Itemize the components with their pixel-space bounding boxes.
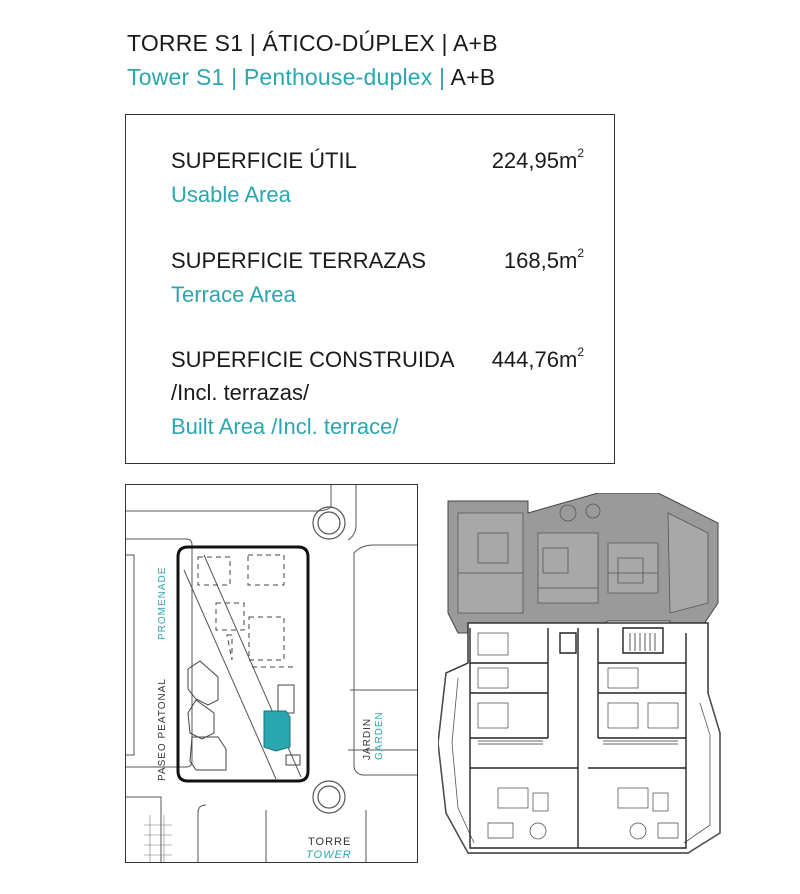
usable-area-number: 224,95m bbox=[491, 148, 578, 173]
roundabout-bottom bbox=[313, 781, 345, 813]
paseo-peatonal-label: PASEO PEATONAL bbox=[157, 678, 168, 781]
floor-plan bbox=[438, 493, 728, 863]
terrace-area-value bbox=[504, 248, 584, 274]
title-english-main: Tower S1 | Penthouse-duplex | bbox=[127, 64, 446, 90]
site-map bbox=[125, 484, 418, 863]
built-area-note-es: /Incl. terrazas/ bbox=[171, 380, 310, 405]
tower-label: TOWER bbox=[306, 849, 352, 861]
torre-label: TORRE bbox=[308, 836, 352, 848]
usable-area-label-en: Usable Area bbox=[171, 182, 291, 207]
title-spanish: TORRE S1 | ÁTICO-DÚPLEX | A+B bbox=[127, 30, 498, 56]
site-map-drawing bbox=[126, 485, 418, 863]
area-summary-box bbox=[125, 114, 615, 464]
usable-area-unit-sup: 2 bbox=[577, 146, 584, 160]
built-area-label-en: Built Area /Incl. terrace/ bbox=[171, 414, 399, 439]
promenade-label: PROMENADE bbox=[157, 566, 168, 640]
terrace-area-number: 168,5m bbox=[503, 248, 578, 273]
jardin-label: JARDIN bbox=[362, 717, 373, 760]
terrace-area-label-en: Terrace Area bbox=[171, 282, 296, 307]
built-area-value bbox=[492, 347, 584, 373]
usable-area-value bbox=[492, 148, 584, 174]
tower-s1-highlight bbox=[264, 711, 290, 751]
garden-label: GARDEN bbox=[374, 711, 385, 760]
built-area-number: 444,76m bbox=[491, 347, 578, 372]
built-area-unit-sup: 2 bbox=[577, 345, 584, 359]
usable-area-label-es: SUPERFICIE ÚTIL bbox=[171, 148, 357, 173]
title-english-suffix: A+B bbox=[445, 64, 496, 90]
terrace-area-label-es: SUPERFICIE TERRAZAS bbox=[171, 248, 427, 273]
floor-plan-drawing bbox=[438, 493, 728, 863]
terrace-area-unit-sup: 2 bbox=[577, 246, 584, 260]
roundabout-top bbox=[313, 507, 345, 539]
title-english bbox=[127, 64, 495, 91]
built-area-label-es: SUPERFICIE CONSTRUIDA bbox=[171, 347, 455, 372]
